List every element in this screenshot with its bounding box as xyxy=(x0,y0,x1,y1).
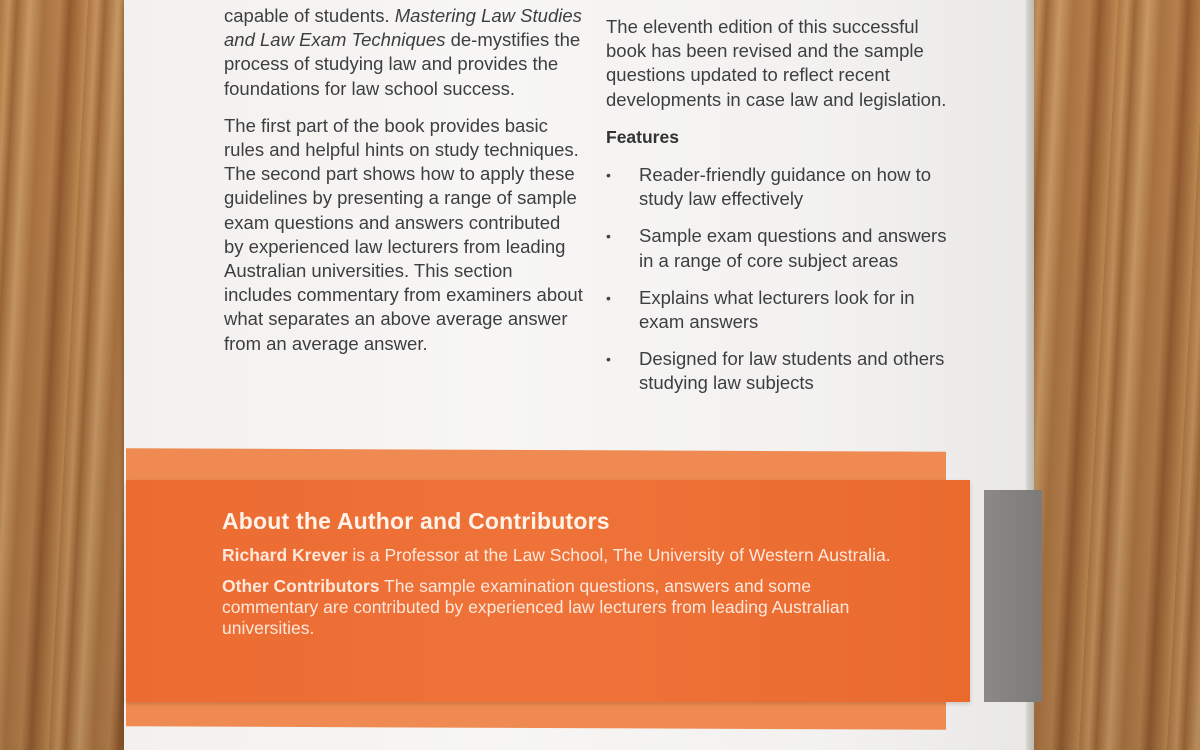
edition-paragraph: The eleventh edition of this successful book has been revised and the sample questions updated to reflect recent developments in case law and legislation. xyxy=(606,16,947,110)
feature-text: Designed for law students and others studying law subjects xyxy=(639,348,945,394)
features-list xyxy=(606,163,956,396)
contributors-paragraph xyxy=(222,576,912,639)
feature-text: Explains what lecturers look for in exam answers xyxy=(639,286,915,333)
features-heading: Features xyxy=(606,126,679,147)
left-text-column xyxy=(224,4,584,369)
feature-item xyxy=(606,163,956,211)
bullet-icon: • xyxy=(606,228,611,245)
intro-text-start: capable of students. xyxy=(224,5,395,26)
gray-side-tab xyxy=(984,490,1042,702)
intro-text-end: de-mystifies the process of studying law and provides the foundations for law school success. xyxy=(224,29,581,99)
author-name: Richard Krever xyxy=(222,545,348,565)
wood-table-left xyxy=(0,0,126,750)
about-heading: About the Author and Contributors xyxy=(222,508,610,534)
bullet-icon: • xyxy=(606,289,611,306)
feature-text: Reader-friendly guidance on how to study law effectively xyxy=(639,164,932,210)
author-paragraph xyxy=(222,545,912,566)
intro-paragraph xyxy=(224,4,584,101)
about-author-section xyxy=(222,508,912,649)
feature-item xyxy=(606,347,956,395)
author-description: is a Professor at the Law School, The University of Western Australia. xyxy=(347,545,891,565)
bullet-icon: • xyxy=(606,167,611,184)
right-text-column xyxy=(606,15,956,409)
book-title-italic: Mastering Law Studies and Law Exam Techniques xyxy=(224,5,582,51)
feature-item xyxy=(606,224,956,272)
feature-item xyxy=(606,286,956,334)
contributors-label: Other Contributors xyxy=(222,576,380,596)
contributors-description: The sample examination questions, answers and some commentary are contributed by experienced law lecturers from leading Australian universities. xyxy=(222,576,850,638)
feature-text: Sample exam questions and answers in a range of core subject areas xyxy=(639,225,947,271)
bullet-icon: • xyxy=(606,351,611,368)
wood-table-right xyxy=(1030,0,1200,750)
book-structure-paragraph: The first part of the book provides basic rules and helpful hints on study techniques. The second part shows how to apply these guidelines by presenting a range of sample exam questions and answers contributed by experienced law lecturers from leading Australian universities. This section includes commentary from examiners about what separates an above average answer from an average answer. xyxy=(224,114,583,354)
